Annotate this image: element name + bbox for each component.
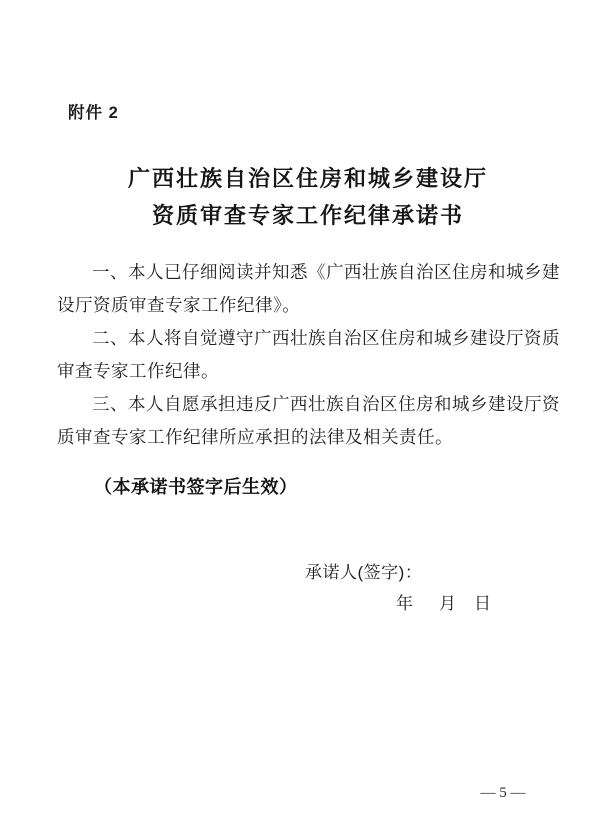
paragraph-3: 三、本人自愿承担违反广西壮族自治区住房和城乡建设厅资质审查专家工作纪律所应承担的法律及相关责任。 xyxy=(57,394,560,447)
document-title-line-1: 广西壮族自治区住房和城乡建设厅 xyxy=(127,166,488,191)
attachment-label: 附件 2 xyxy=(68,104,119,122)
date-year-label: 年 xyxy=(396,594,413,613)
date-month-label: 月 xyxy=(439,594,456,613)
paragraph-2: 二、本人将自觉遵守广西壮族自治区住房和城乡建设厅资质审查专家工作纪律。 xyxy=(57,328,560,381)
signature-label: 承诺人(签字)： xyxy=(305,563,423,582)
page-number: — 5 — xyxy=(480,785,526,801)
document-title xyxy=(0,160,616,234)
paragraph-1: 一、本人已仔细阅读并知悉《广西壮族自治区住房和城乡建设厅资质审查专家工作纪律》。 xyxy=(57,262,560,315)
effective-note: （本承诺书签字后生效） xyxy=(94,477,298,497)
document-body xyxy=(57,256,560,454)
document-title-line-2: 资质审查专家工作纪律承诺书 xyxy=(151,203,464,228)
date-day-label: 日 xyxy=(474,594,491,613)
date-line xyxy=(396,589,491,614)
